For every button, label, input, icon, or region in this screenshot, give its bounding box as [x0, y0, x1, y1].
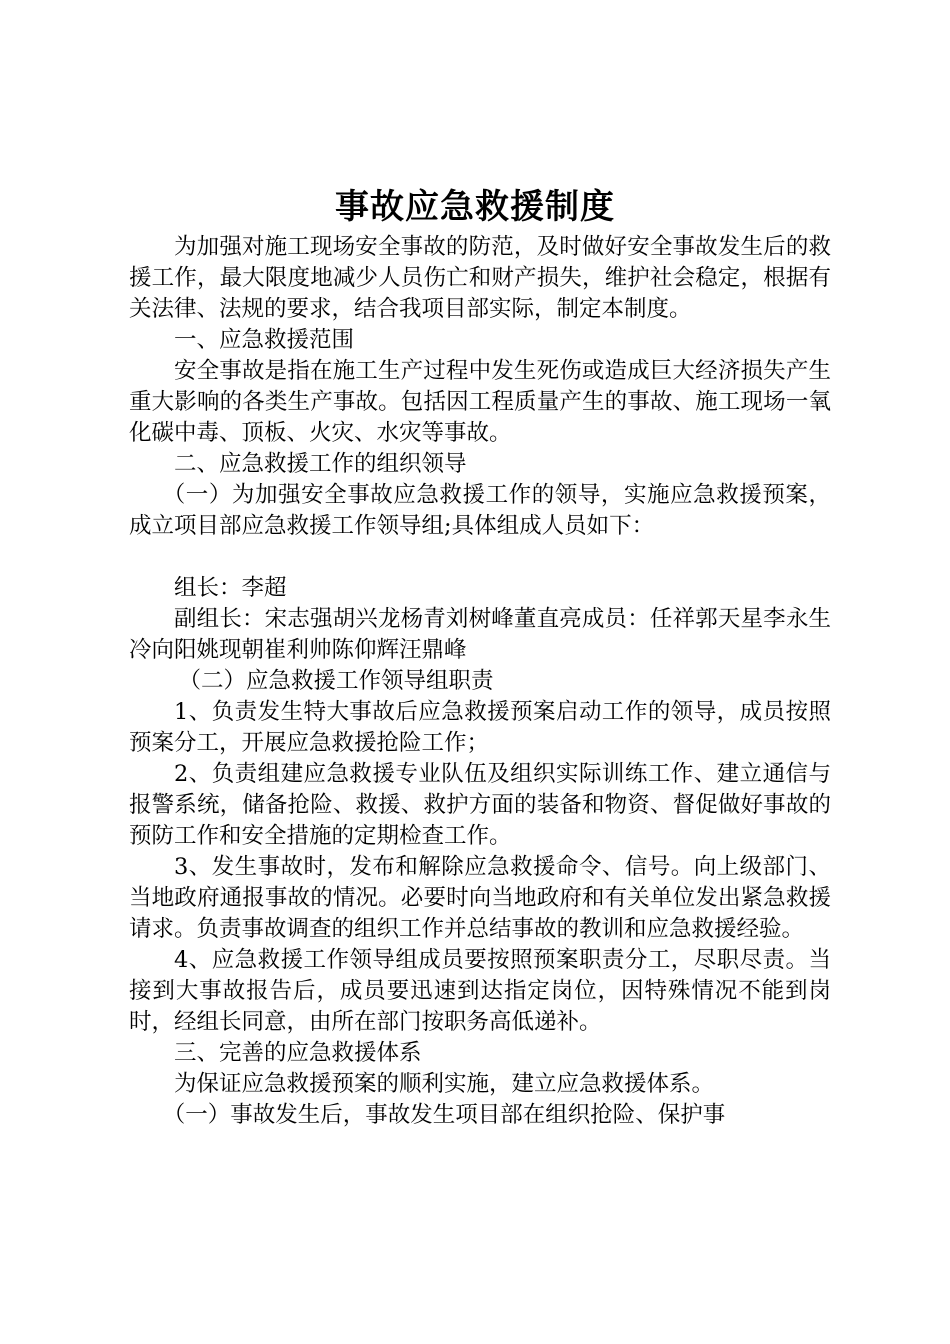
section-2-sub-1: （一）为加强安全事故应急救援工作的领导，实施应急救援预案，成立项目部应急救援工作领导组;具体组成人员如下：	[129, 482, 831, 539]
section-1-body: 安全事故是指在施工生产过程中发生死伤或造成巨大经济损失产生重大影响的各类生产事故。包括因工程质量产生的事故、施工现场一氧化碳中毒、顶板、火灾、水灾等事故。	[129, 358, 831, 446]
section-2-sub-2: （二）应急救援工作领导组职责	[178, 668, 494, 694]
blank-line	[129, 542, 831, 573]
section-3-sub-1: （一）事故发生后，事故发生项目部在组织抢险、保护事	[162, 1102, 726, 1128]
duty-4: 4、应急救援工作领导组成员要按照预案职责分工，尽职尽责。当接到大事故报告后，成员要迅速到达指定岗位，因特殊情况不能到岗时，经组长同意，由所在部门按职务高低递补。	[129, 947, 831, 1035]
section-2-heading: 二、应急救援工作的组织领导	[174, 451, 467, 477]
group-leader: 组长：李超	[174, 575, 287, 601]
section-3-body: 为保证应急救援预案的顺利实施，建立应急救援体系。	[174, 1071, 715, 1097]
document-body	[129, 232, 831, 1131]
section-3-heading: 三、完善的应急救援体系	[174, 1040, 422, 1066]
duty-3: 3、发生事故时，发布和解除应急救援命令、信号。向上级部门、当地政府通报事故的情况。必要时向当地政府和有关单位发出紧急救援请求。负责事故调查的组织工作并总结事故的教训和应急救援经验。	[129, 854, 831, 942]
duty-1: 1、负责发生特大事故后应急救援预案启动工作的领导，成员按照预案分工，开展应急救援抢险工作；	[129, 699, 831, 756]
group-deputies-members: 副组长：宋志强胡兴龙杨青刘树峰董直亮成员：任祥郭天星李永生冷向阳姚现朝崔利帅陈仰辉汪鼎峰	[129, 606, 831, 663]
duty-2: 2、负责组建应急救援专业队伍及组织实际训练工作、建立通信与报警系统，储备抢险、救援、救护方面的装备和物资、督促做好事故的预防工作和安全措施的定期检查工作。	[129, 761, 831, 849]
document-title: 事故应急救援制度	[335, 187, 615, 227]
intro-paragraph: 为加强对施工现场安全事故的防范，及时做好安全事故发生后的救援工作，最大限度地减少人员伤亡和财产损失，维护社会稳定，根据有关法律、法规的要求，结合我项目部实际，制定本制度。	[129, 234, 831, 322]
section-1-heading: 一、应急救援范围	[174, 327, 355, 353]
